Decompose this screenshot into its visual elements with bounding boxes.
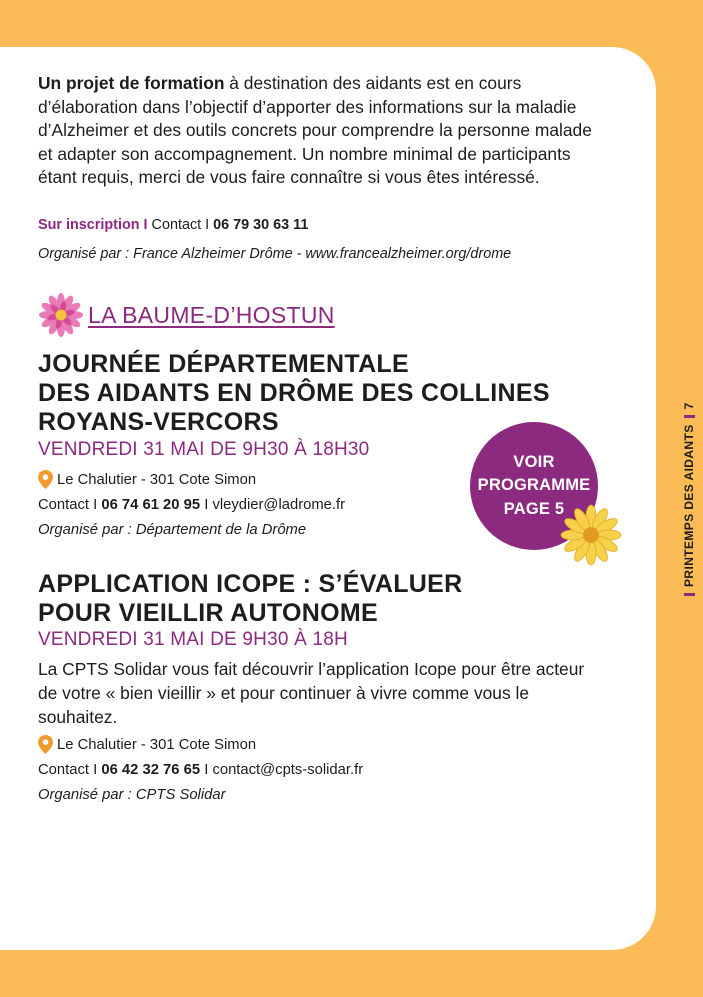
event2-title-line: POUR VIEILLIR AUTONOME xyxy=(38,599,378,627)
intro-paragraph xyxy=(38,72,598,190)
event2-phone: 06 42 32 76 65 xyxy=(101,762,201,778)
event1-phone: 06 74 61 20 95 xyxy=(101,497,201,513)
city-heading xyxy=(38,292,335,338)
badge-line: PROGRAMME xyxy=(477,476,591,495)
city-name: LA BAUME-D’HOSTUN xyxy=(88,301,335,328)
event2-date: VENDREDI 31 MAI DE 9H30 À 18H xyxy=(38,629,348,650)
intro-text: à destination des aidants est en cours d’élaboration dans l’objectif d’apporter des informations sur la maladie d’Alzheimer et des outils concrets pour comprendre la personne malade et adapter son accompagnement. Un nombre minimal de participants étant requis, merci de vous faire connaître si vous êtes intéressé. xyxy=(38,73,592,188)
event1-location xyxy=(38,470,256,489)
event1-organizer: Organisé par : Département de la Drôme xyxy=(38,522,307,538)
event2-title xyxy=(38,570,462,628)
event1-email: I vleydier@ladrome.fr xyxy=(204,497,346,513)
contact-label: Contact I xyxy=(38,497,98,513)
badge-line: VOIR xyxy=(513,452,555,471)
page-number: 7 xyxy=(682,402,696,410)
event2-location-text: Le Chalutier - 301 Cote Simon xyxy=(57,736,257,753)
location-pin-icon xyxy=(38,735,53,754)
event2-email: I contact@cpts-solidar.fr xyxy=(204,762,364,778)
pink-flower-icon xyxy=(38,292,84,338)
event1-title-line: JOURNÉE DÉPARTEMENTALE xyxy=(38,350,409,378)
yellow-flower-icon xyxy=(558,504,624,566)
event1-title-line: ROYANS-VERCORS xyxy=(38,408,279,436)
event1-contact xyxy=(38,496,345,514)
event1-date: VENDREDI 31 MAI DE 9H30 À 18H30 xyxy=(38,439,370,460)
contact-label: Contact I xyxy=(38,762,98,778)
event2-location xyxy=(38,735,256,754)
sidebar-label xyxy=(682,402,696,602)
intro-lead: Un projet de formation xyxy=(38,73,225,93)
event1-title xyxy=(38,350,550,437)
event2-organizer: Organisé par : CPTS Solidar xyxy=(38,787,226,803)
sidebar-divider xyxy=(684,593,695,596)
sidebar-divider xyxy=(684,415,695,418)
event2-title-line: APPLICATION ICOPE : S’ÉVALUER xyxy=(38,570,463,598)
event2-contact xyxy=(38,761,363,779)
sidebar-title: PRINTEMPS DES AIDANTS xyxy=(682,424,696,587)
event1-title-line: DES AIDANTS EN DRÔME DES COLLINES xyxy=(38,379,550,407)
inscription-label: Sur inscription I xyxy=(38,217,148,233)
intro-organizer: Organisé par : France Alzheimer Drôme - www.francealzheimer.org/drome xyxy=(38,246,512,262)
badge-line: PAGE 5 xyxy=(503,499,565,518)
contact-label: Contact I xyxy=(151,217,210,233)
event1-location-text: Le Chalutier - 301 Cote Simon xyxy=(57,471,257,488)
event2-description: La CPTS Solidar vous fait découvrir l’application Icope pour être acteur de votre « bien vieillir » et pour continuer à vivre comme vous le souhaitez. xyxy=(38,659,585,727)
intro-phone: 06 79 30 63 11 xyxy=(213,217,309,233)
intro-contact-line xyxy=(38,216,308,234)
location-pin-icon xyxy=(38,470,53,489)
